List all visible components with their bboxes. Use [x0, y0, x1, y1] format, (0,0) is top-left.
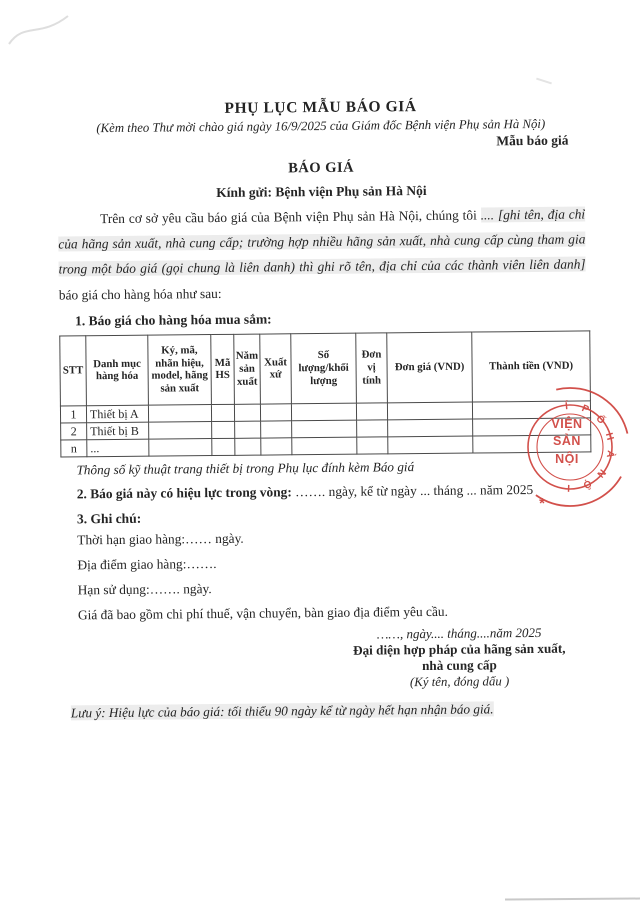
cell-item: ...	[87, 439, 149, 457]
document-subtitle: (Kèm theo Thư mời chào giá ngày 16/9/2025 của Giám đốc Bệnh viện Phụ sản Hà Nội)	[96, 116, 546, 136]
empty-cell	[212, 438, 235, 455]
section-2-heading: 2. Báo giá này có hiệu lực trong vòng:	[76, 484, 292, 502]
stamp-ring-letter: À	[603, 449, 616, 459]
col-header-unit: Đơn vị tính	[356, 333, 388, 403]
intro-bracketed-note: .... [ghi tên, địa chỉ của hãng sản xuất, nhà cung cấp; trường hợp nhiều hãng sản xuất, nhà cung cấp cùng tham gia trong một báo giá (gọi chung là liên danh) thì ghi rõ tên, địa chỉ của các thành viên liên danh]	[58, 206, 586, 277]
intro-lead: Trên cơ sở yêu cầu báo giá của Bệnh viện Phụ sản Hà Nội, chúng tôi	[100, 207, 481, 227]
stamp-ring-letter: Í	[564, 401, 569, 413]
empty-cell	[212, 421, 235, 438]
stamp-ring-letter: Ộ	[581, 477, 594, 491]
col-header-item: Danh mục hàng hóa	[86, 335, 149, 406]
delivery-time-line: Thời hạn giao hàng:…… ngày.	[77, 530, 244, 548]
empty-cell	[356, 403, 387, 420]
stamp-texts	[539, 399, 618, 512]
empty-cell	[148, 404, 211, 422]
empty-cell	[211, 404, 234, 421]
empty-cell	[388, 419, 473, 437]
col-header-stt: STT	[60, 336, 87, 406]
empty-cell	[388, 436, 473, 454]
cell-item: Thiết bị A	[86, 405, 148, 423]
quotation-heading: BÁO GIÁ	[288, 159, 355, 177]
signature-role-line-1: Đại diện hợp pháp của hãng sản xuất,	[352, 640, 566, 658]
empty-cell	[357, 437, 388, 454]
scan-artifact	[6, 10, 76, 58]
empty-cell	[387, 402, 472, 420]
col-header-year: Năm sản xuất	[234, 334, 261, 404]
empty-cell	[261, 438, 292, 455]
empty-cell	[235, 421, 261, 438]
stamp-ring-letter: I	[567, 481, 571, 494]
intro-tail: báo giá cho hàng hóa như sau:	[58, 285, 222, 303]
stamp-star: *	[539, 495, 545, 512]
stamp-center-text: VIỆN	[551, 417, 583, 431]
cell-stt: n	[61, 440, 87, 457]
section-2-value: ……. ngày, kể từ ngày ... tháng ... năm 2025	[291, 481, 534, 500]
section-3-heading: 3. Ghi chú:	[76, 510, 142, 527]
stamp-center-text: SẢN	[553, 434, 581, 448]
expiry-line: Hạn sử dụng:……. ngày.	[77, 580, 212, 598]
signature-role-line-2: nhà cung cấp	[421, 657, 497, 673]
footer-note	[63, 700, 590, 721]
empty-cell	[292, 437, 357, 455]
footer-note-text: Lưu ý: Hiệu lực của báo giá: tối thiểu 90 ngày kể từ ngày hết hạn nhận báo giá.	[70, 701, 494, 721]
col-header-origin: Xuất xứ	[260, 334, 292, 404]
empty-cell	[291, 403, 356, 421]
cell-stt: 1	[60, 406, 86, 423]
col-header-model: Ký, mã, nhãn hiệu, model, hãng sản xuất	[148, 334, 212, 405]
empty-cell	[260, 404, 291, 421]
cell-stt: 2	[61, 423, 87, 440]
col-header-hs-code: Mã HS	[211, 334, 235, 404]
cell-item: Thiết bị B	[87, 422, 149, 440]
page-title: PHỤ LỤC MẪU BÁO GIÁ	[224, 98, 417, 117]
empty-cell	[235, 438, 261, 455]
stamp-ring-letter: P	[579, 403, 591, 416]
col-header-quantity: Số lượng/khối lượng	[291, 333, 357, 404]
stamp-ring-letter: H	[602, 431, 616, 442]
empty-cell	[149, 421, 212, 439]
red-circular-stamp	[505, 383, 640, 533]
empty-cell	[292, 420, 357, 438]
empty-cell	[261, 421, 292, 438]
empty-cell	[149, 438, 212, 456]
col-header-total: Thành tiền (VND)	[472, 331, 591, 402]
tech-spec-note: Thông số kỹ thuật trang thiết bị trong Phụ lục đính kèm Báo giá	[76, 458, 415, 478]
signature-block	[338, 623, 581, 690]
price-includes-line: Giá đã bao gồm chi phí thuế, vận chuyển, bàn giao địa điểm yêu cầu.	[77, 603, 448, 623]
scan-artifact	[536, 78, 552, 85]
signature-date-line: ……, ngày.... tháng....năm 2025	[376, 624, 542, 642]
delivery-place-line: Địa điểm giao hàng:…….	[77, 555, 217, 573]
stamp-center-text: NỘI	[555, 452, 579, 466]
form-label: Mẫu báo giá	[496, 132, 569, 149]
empty-cell	[357, 420, 388, 437]
intro-paragraph	[58, 201, 586, 307]
stamp-ring-letter: Ố	[593, 413, 607, 427]
signature-instruction: (Ký tên, đóng dấu )	[409, 674, 510, 689]
col-header-unit-price: Đơn giá (VND)	[387, 332, 473, 403]
section-1-heading: 1. Báo giá cho hàng hóa mua sắm:	[75, 311, 272, 329]
recipient-line: Kính gửi: Bệnh viện Phụ sản Hà Nội	[216, 182, 427, 201]
stamp-ring-letter: N	[594, 466, 608, 480]
empty-cell	[234, 404, 260, 421]
scan-artifact	[505, 898, 640, 901]
